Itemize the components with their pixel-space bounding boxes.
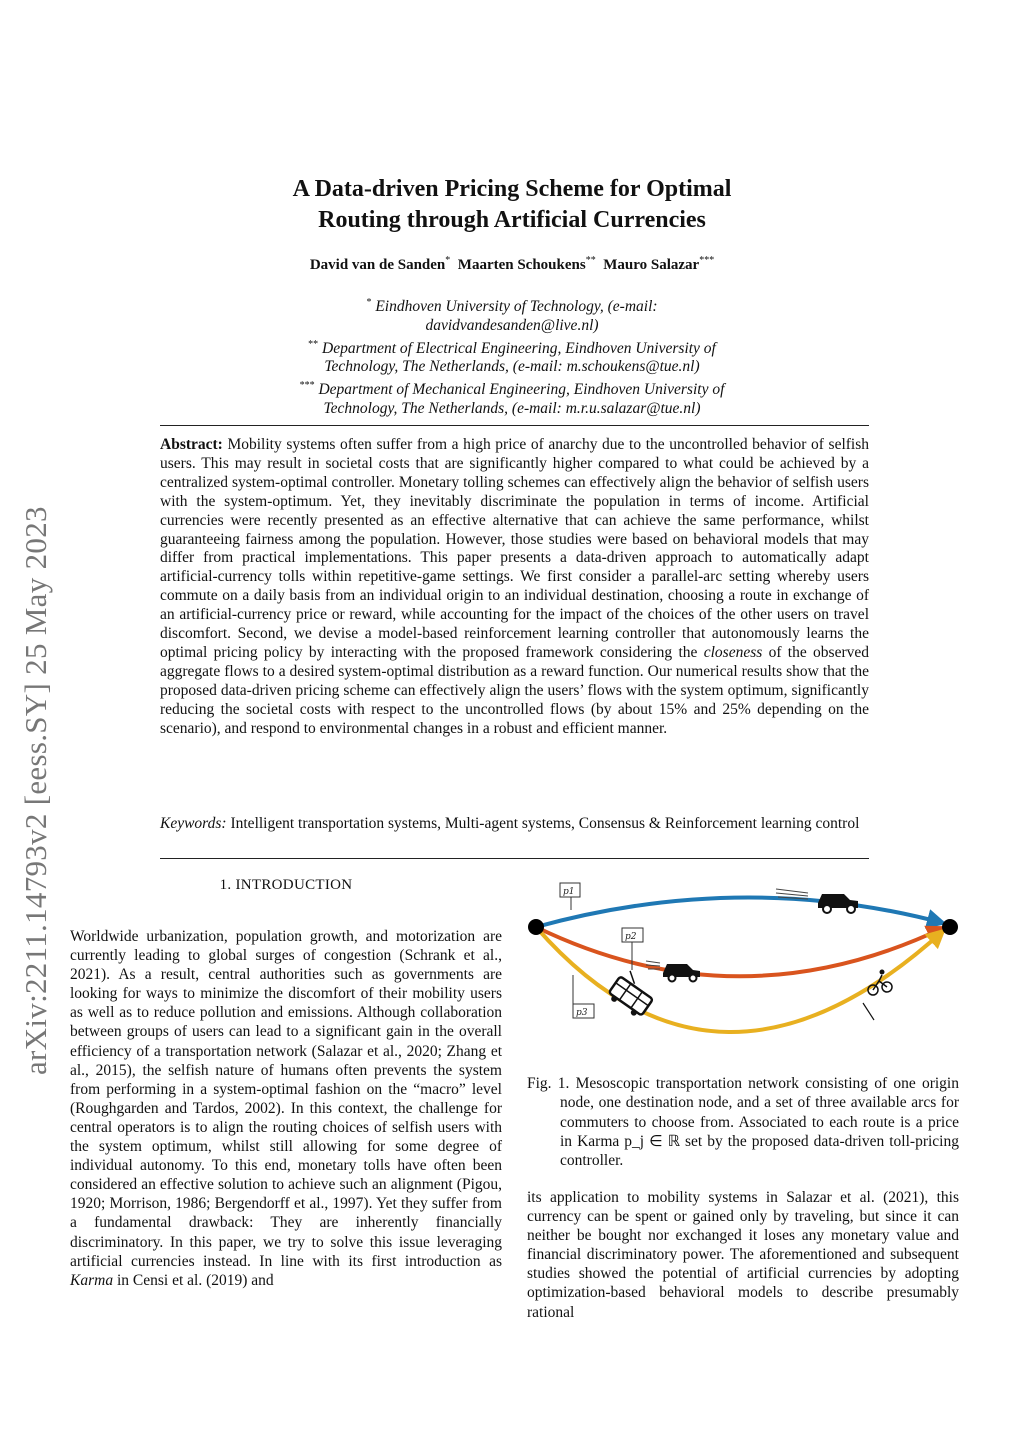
intro-left-column bbox=[70, 927, 502, 1290]
network-figure bbox=[518, 875, 968, 1060]
price-tag-p1 bbox=[560, 883, 580, 910]
affiliation-text: Department of Mechanical Engineering, Eindhoven University of bbox=[318, 381, 725, 399]
figure-caption-body bbox=[527, 1074, 959, 1170]
keywords-text: Intelligent transportation systems, Multi-agent systems, Consensus & Reinforcement learning control bbox=[230, 815, 860, 832]
caption-label: Fig. 1. bbox=[527, 1075, 570, 1092]
affiliation-text: Technology, The Netherlands, (e-mail: m.r.u.salazar@tue.nl) bbox=[323, 399, 701, 417]
affiliation-mark: *** bbox=[299, 380, 315, 392]
affiliation-text: Department of Electrical Engineering, Eindhoven University of bbox=[322, 339, 716, 357]
affiliation-mark: * bbox=[366, 297, 372, 308]
affiliation-2 bbox=[230, 336, 794, 378]
affiliations bbox=[230, 294, 794, 419]
price-tag-label: p2 bbox=[625, 932, 637, 942]
caption-text: Mesoscopic transportation network consisting of one origin node, one destination node, and a set of three available arcs for commuters to choose from. Associated to each route is a price in Karma p_j ∈ ℝ set by the proposed data-driven toll-pricing controller. bbox=[560, 1075, 959, 1170]
abstract-text: Mobility systems often suffer from a high price of anarchy due to the uncontrolled behavior of selfish users. This may result in societal costs that are significantly higher compared to what could be achieved by a centralized system-optimal controller. Monetary tolling schemes can effectively align the behavior of selfish users with the system-optimum. Yet, they inevitably discriminate the population in terms of income. Artificial currencies were recently presented as an effective alternative that can achieve the same performance, whilst guaranteeing fairness among the population. However, those studies were based on behavioral models that may differ from practical implementations. This paper presents a data-driven approach to automatically adapt artificial-currency tolls within repetitive-game settings. We first consider a parallel-arc setting whereby users commute on a daily basis from an individual origin to an individual destination, choosing a route in exchange of an artificial-currency price or reward, while accounting for the impact of the choices of the other users on travel discomfort. Second, we devise a model-based reinforcement learning controller that autonomously learns the optimal pricing policy by interacting with the proposed framework considering the bbox=[160, 436, 869, 661]
affiliation-text: davidvandesanden@live.nl) bbox=[425, 316, 599, 334]
author-mark: * bbox=[445, 255, 451, 266]
author-name: David van de Sanden bbox=[309, 257, 446, 273]
paper-title bbox=[180, 174, 844, 236]
author-name: Maarten Schoukens bbox=[457, 257, 586, 273]
intro-emphasis: Karma bbox=[70, 1271, 114, 1289]
car-icon bbox=[646, 961, 700, 982]
route-2-arc bbox=[536, 927, 943, 976]
abstract-top-rule bbox=[160, 425, 869, 426]
title-line-1: A Data-driven Pricing Scheme for Optimal bbox=[292, 176, 732, 202]
destination-node bbox=[942, 919, 958, 935]
price-tag-label: p3 bbox=[576, 1008, 588, 1018]
tram-icon bbox=[606, 968, 659, 1020]
route-3-tick bbox=[863, 1003, 874, 1020]
section-heading: 1. INTRODUCTION bbox=[219, 877, 353, 893]
intro-paragraph: Worldwide urbanization, population growth, and motorization are currently leading to global surges of congestion (Schrank et al., 2021). As a result, central authorities such as governments are looking for ways to minimize the discomfort of their mobility users as well as to reduce pollution and emissions. Although collaboration between groups of users can lead to a significant gain in the overall efficiency of a transportation network (Salazar et al., 2020; Zhang et al., 2015), the selfish nature of humans often prevents the system from performing in a system-optimal fashion on the “macro” level (Roughgarden and Tardos, 2002). In this context, the challenge for central operators is to align the routing choices of selfish users with the system optimum, whilst still allowing for some degree of individual autonomy. To this end, monetary tolls have often been considered an effective solution to achieve such an alignment (Pigou, 1920; Morrison, 1986; Bergendorff et al., 1997). Yet they suffer from a fundamental drawback: They are inherently financially discriminatory. In this paper, we try to solve this issue leveraging artificial currencies instead. In line with its first introduction as bbox=[70, 928, 502, 1270]
title-line-2: Routing through Artificial Currencies bbox=[318, 207, 706, 233]
affiliation-text: Eindhoven University of Technology, (e-mail: bbox=[375, 298, 658, 316]
arxiv-identifier-stamp: arXiv:2211.14793v2 [eess.SY] 25 May 2023 bbox=[18, 506, 53, 1075]
author-mark: ** bbox=[585, 255, 596, 266]
intro-right-column: its application to mobility systems in Salazar et al. (2021), this currency can be spent or gained only by traveling, but since it can neither be bought nor exchanged it loses any monetary value and financial discriminatory power. The aforementioned and subsequent studies showed the potential of artificial currencies by adopting optimization-based behavioral models to describe presumably rational bbox=[527, 1189, 959, 1321]
affiliation-mark: ** bbox=[308, 338, 319, 350]
keywords-bottom-rule bbox=[160, 858, 869, 859]
abstract-emphasis: closeness bbox=[703, 643, 763, 661]
affiliation-3 bbox=[230, 377, 794, 419]
affiliation-1 bbox=[230, 294, 794, 336]
intro-paragraph-end: in Censi et al. (2019) and bbox=[116, 1271, 274, 1289]
keywords-label: Keywords: bbox=[160, 815, 227, 832]
author-name: Mauro Salazar bbox=[603, 257, 700, 273]
author-list bbox=[180, 255, 844, 274]
abstract bbox=[160, 436, 869, 739]
origin-node bbox=[528, 919, 544, 935]
author-mark: *** bbox=[699, 255, 715, 266]
price-tag-label: p1 bbox=[563, 887, 575, 897]
abstract-label: Abstract: bbox=[160, 436, 223, 453]
route-3-arc bbox=[536, 927, 943, 1032]
keywords bbox=[160, 815, 869, 834]
route-1-arc bbox=[536, 897, 943, 927]
abstract-text-end: of the observed aggregate flows to a desired system-optimal distribution as a reward function. Our numerical results show that the proposed data-driven pricing scheme can effectively align the users’ flows with the system optimum, significantly reducing the societal costs with respect to the uncontrolled flows (by about 15% and 25% depending on the scenario), and respond to environmental changes in a robust and efficient manner. bbox=[160, 643, 870, 737]
figure-caption bbox=[527, 1074, 959, 1170]
affiliation-text: Technology, The Netherlands, (e-mail: m.schoukens@tue.nl) bbox=[324, 358, 700, 376]
